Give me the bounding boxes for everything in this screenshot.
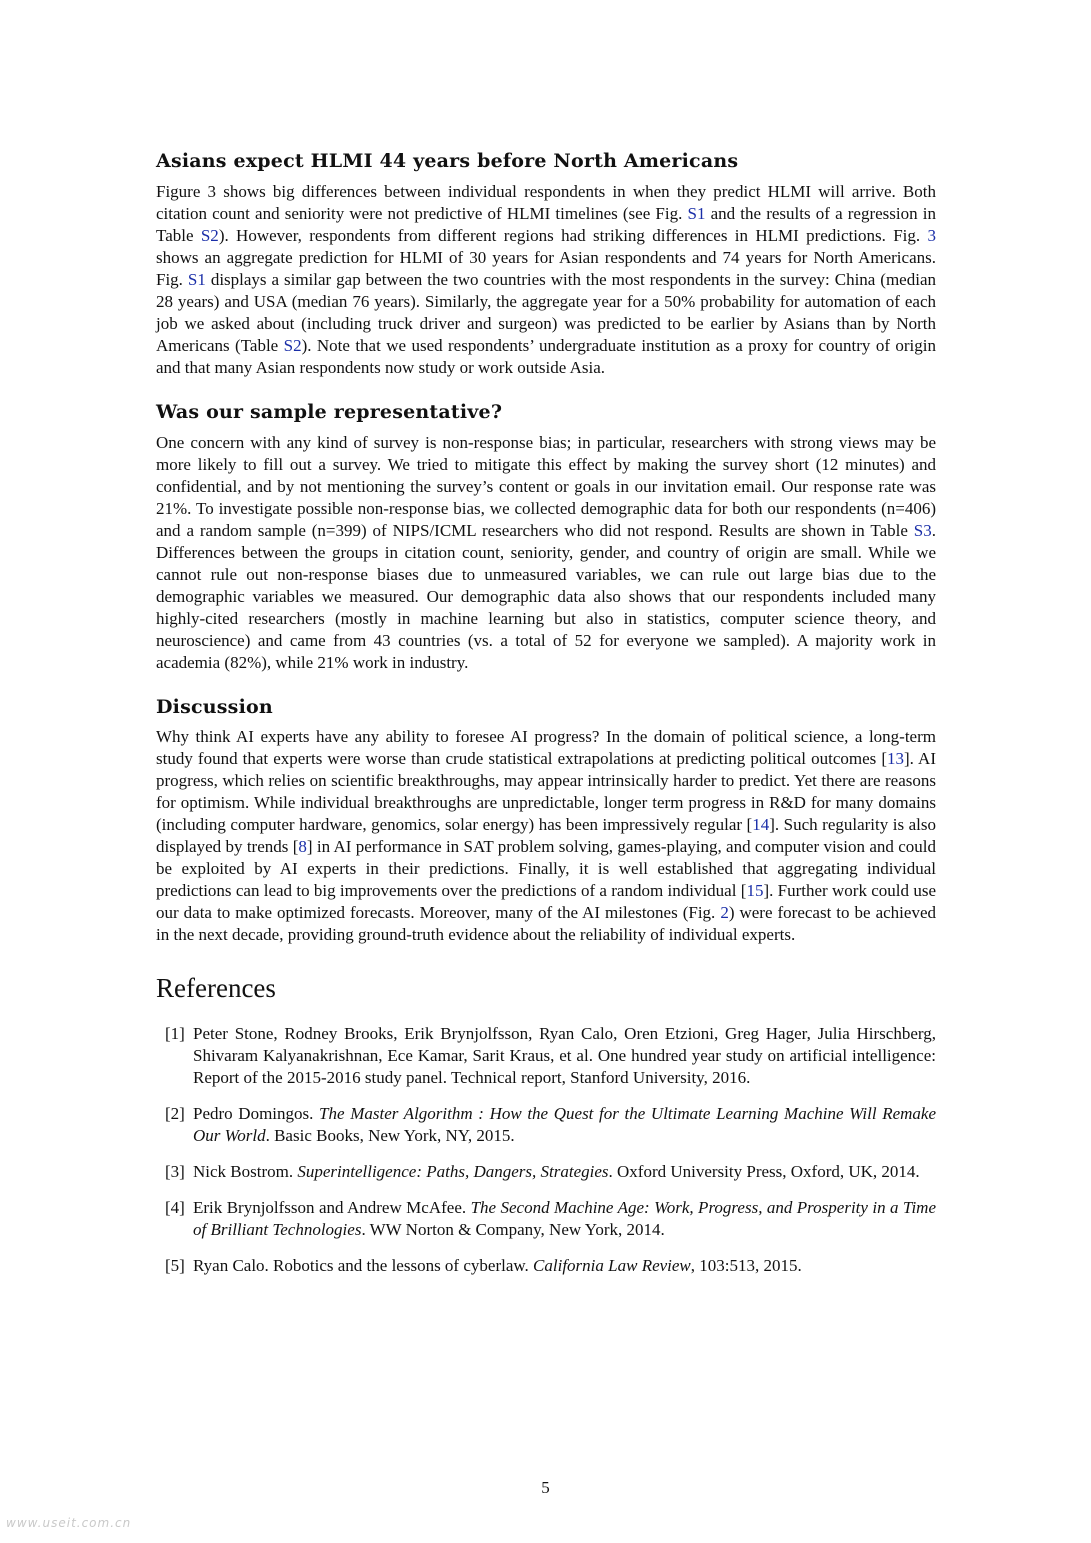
reference-text xyxy=(193,1103,936,1147)
cross-reference-link[interactable]: S2 xyxy=(200,225,219,245)
cross-reference-link[interactable]: 13 xyxy=(887,749,904,769)
reference-number: [3] xyxy=(165,1161,185,1181)
reference-title: The Master Algorithm : How the Quest for the Ultimate Learning Machine Will Remake Our World xyxy=(193,1103,936,1145)
paragraph-text: Figure 3 shows big differences between individual respondents in when they predict HLMI will arrive. Both citation count and seniority were not predictive of HLMI timelines (see Fig. xyxy=(156,181,936,223)
section-hlmi-regions xyxy=(156,150,936,379)
page-body xyxy=(156,150,936,1291)
reference-fragment: Pedro Domingos. xyxy=(193,1103,320,1123)
reference-list xyxy=(156,1023,936,1277)
cross-reference-link[interactable]: S2 xyxy=(283,335,302,355)
paragraph-text: Why think AI experts have any ability to foresee AI progress? In the domain of political science, a long-term study found that experts were worse than crude statistical extrapolations at predicting political outcomes [ xyxy=(156,727,936,769)
section-title: Discussion xyxy=(156,695,273,718)
references-heading: References xyxy=(156,973,276,1004)
reference-title: Superintelligence: Paths, Dangers, Strategies xyxy=(297,1161,609,1181)
reference-number: [1] xyxy=(165,1023,185,1043)
cross-reference-link[interactable]: 15 xyxy=(746,881,764,901)
paragraph-text: One concern with any kind of survey is non-response bias; in particular, researchers with strong views may be more likely to fill out a survey. We tried to mitigate this effect by making the survey short (12 minutes) and confidential, and by not mentioning the survey’s content or goals in our invitation email. Our response rate was 21%. To investigate possible non-response bias, we collected demographic data for both our respondents (n=406) and a random sample (n=399) of NIPS/ICML researchers who did not respond. Results are shown in Table xyxy=(156,432,936,540)
reference-item xyxy=(165,1161,936,1183)
reference-fragment: . Basic Books, New York, NY, 2015. xyxy=(265,1125,515,1145)
paragraph-text: ]. Such regularity is also displayed by trends [ xyxy=(156,815,937,857)
section-paragraph xyxy=(156,726,936,946)
reference-text xyxy=(193,1255,936,1277)
section-paragraph xyxy=(156,432,936,674)
paragraph-text: ]. AI progress, which relies on scientific breakthroughs, may appear intrinsically harder to predict. Yet there are reasons for optimism. While individual breakthroughs are unpredictable, longer term progress in R&D for many domains (including computer hardware, genomics, solar energy) has been impressively regular [ xyxy=(156,749,936,835)
reference-text xyxy=(193,1161,936,1183)
reference-item xyxy=(165,1255,936,1277)
page-number: 5 xyxy=(541,1478,550,1497)
reference-number: [5] xyxy=(165,1255,185,1275)
section-title: Asians expect HLMI 44 years before North Americans xyxy=(156,150,739,172)
reference-fragment: , 103:513, 2015. xyxy=(690,1255,802,1275)
cross-reference-link[interactable]: 14 xyxy=(752,815,770,835)
reference-fragment: Nick Bostrom. xyxy=(193,1161,298,1181)
section-discussion xyxy=(156,696,936,947)
cross-reference-link[interactable]: S1 xyxy=(687,203,706,223)
reference-text xyxy=(193,1023,936,1089)
reference-text xyxy=(193,1197,936,1241)
paragraph-text: ]. Further work could use our data to make optimized forecasts. Moreover, many of the AI milestones (Fig. xyxy=(156,881,937,923)
paragraph-text: . Differences between the groups in citation count, seniority, gender, and country of origin are small. While we cannot rule out non-response biases due to unmeasured variables, we can rule out large bias due to the demographic variables we measured. Our demographic data also shows that our respondents included many highly-cited researchers (mostly in machine learning but also in statistics, computer science theory, and neuroscience) and came from 43 countries (vs. a total of 52 for everyone we sampled). A majority work in academia (82%), while 21% work in industry. xyxy=(156,520,936,672)
reference-fragment: . Oxford University Press, Oxford, UK, 2014. xyxy=(608,1161,920,1181)
paragraph-text: shows an aggregate prediction for HLMI of 30 years for Asian respondents and 74 years for North Americans. Fig. xyxy=(156,247,936,289)
section-sample-representative xyxy=(156,401,936,674)
reference-fragment: Erik Brynjolfsson and Andrew McAfee. xyxy=(193,1197,471,1217)
watermark: www.useit.com.cn xyxy=(6,1516,132,1530)
reference-title: The Second Machine Age: Work, Progress, and Prosperity in a Time of Brilliant Technologies xyxy=(193,1197,936,1239)
section-paragraph xyxy=(156,181,936,379)
reference-fragment: . WW Norton & Company, New York, 2014. xyxy=(361,1219,665,1239)
reference-item xyxy=(165,1197,936,1241)
reference-fragment: Peter Stone, Rodney Brooks, Erik Brynjolfsson, Ryan Calo, Oren Etzioni, Greg Hager, Julia Hirschberg, Shivaram Kalyanakrishnan, Ece Kamar, Sarit Kraus, et al. One hundred year study on artificial intelligence: Report of the 2015-2016 study panel. Technical report, Stanford University, 2016. xyxy=(193,1023,936,1087)
reference-number: [2] xyxy=(165,1103,185,1123)
paragraph-text: ] in AI performance in SAT problem solving, games-playing, and computer vision and could be exploited by AI experts in their predictions. Finally, it is well established that aggregating individual predictions can lead to big improvements over the predictions of a random individual [ xyxy=(156,837,936,901)
paragraph-text: ). However, respondents from different regions had striking differences in HLMI predictions. Fig. xyxy=(218,225,928,245)
paragraph-text: ). Note that we used respondents’ undergraduate institution as a proxy for country of origin and that many Asian respondents now study or work outside Asia. xyxy=(156,335,936,377)
cross-reference-link[interactable]: S3 xyxy=(913,520,932,540)
cross-reference-link[interactable]: 2 xyxy=(720,903,729,923)
reference-number: [4] xyxy=(165,1197,185,1217)
cross-reference-link[interactable]: 8 xyxy=(298,837,307,857)
paragraph-text: ) were forecast to be achieved in the next decade, providing ground-truth evidence about the reliability of individual experts. xyxy=(156,903,936,945)
reference-item xyxy=(165,1023,936,1089)
reference-item xyxy=(165,1103,936,1147)
cross-reference-link[interactable]: S1 xyxy=(187,269,206,289)
cross-reference-link[interactable]: 3 xyxy=(927,225,936,245)
reference-title: California Law Review xyxy=(533,1255,691,1275)
paragraph-text: displays a similar gap between the two countries with the most respondents in the survey: China (median 28 years) and USA (median 76 years). Similarly, the aggregate year for a 50% probability for automation of each job we asked about (including truck driver and surgeon) was predicted to be earlier by Asians than by North Americans (Table xyxy=(156,269,936,355)
section-title: Was our sample representative? xyxy=(156,400,503,423)
reference-fragment: Ryan Calo. Robotics and the lessons of cyberlaw. xyxy=(193,1255,534,1275)
paragraph-text: and the results of a regression in Table xyxy=(156,203,936,245)
